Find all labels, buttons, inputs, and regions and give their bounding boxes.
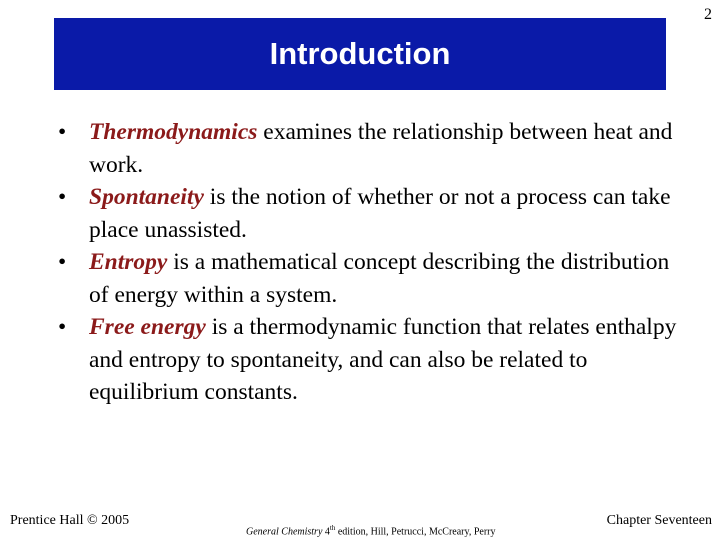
bullet-list — [58, 116, 678, 409]
bullet-item — [58, 246, 678, 311]
bullet-text: is the notion of whether or not a process can take place unassisted. — [89, 184, 671, 243]
bullet-text: is a mathematical concept describing the distribution of energy within a system. — [89, 249, 670, 308]
bullet-point: • — [58, 314, 67, 340]
bullet-point: • — [58, 119, 67, 145]
bullet-term: Entropy — [89, 249, 168, 275]
footer-book-title: General Chemistry — [246, 526, 323, 538]
footer-copyright: Prentice Hall © 2005 — [10, 513, 130, 528]
bullet-term: Free energy — [89, 314, 206, 340]
bullet-term: Thermodynamics — [89, 119, 258, 145]
footer-edition-suffix: th — [329, 524, 336, 532]
bullet-text: examines the relationship between heat and work. — [89, 119, 673, 178]
bullet-text: is a thermodynamic function that relates enthalpy and entropy to spontaneity, and can also be related to equilibrium constants. — [89, 314, 677, 405]
bullet-term: Spontaneity — [89, 184, 204, 210]
footer-chapter: Chapter Seventeen — [606, 513, 712, 528]
slide-title: Introduction — [269, 36, 451, 71]
bullet-point: • — [58, 184, 67, 210]
page-number: 2 — [704, 6, 712, 23]
bullet-item — [58, 311, 678, 409]
footer-edition-number: 4 — [324, 526, 330, 538]
footer-authors: edition, Hill, Petrucci, McCreary, Perry — [335, 526, 496, 538]
bullet-item — [58, 181, 678, 246]
bullet-point: • — [58, 249, 67, 275]
footer-book-credit — [246, 524, 496, 537]
bullet-item — [58, 116, 678, 181]
